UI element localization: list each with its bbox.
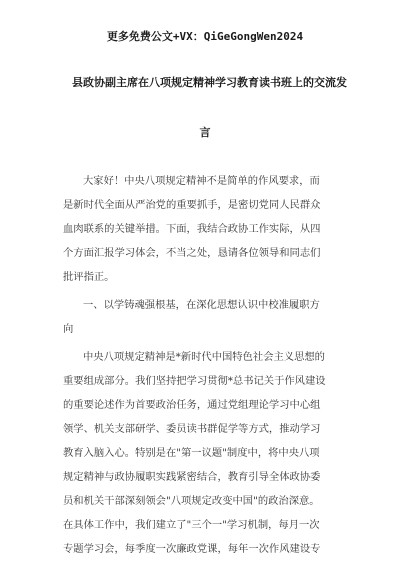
body-line: 领学、机关支部研学、委员读书群促学等方式，推动学习 [63, 423, 321, 435]
body-line: 的重要论述作为首要政治任务，通过党组理论学习中心组 [63, 399, 321, 411]
body-line: 大家好！中央八项规定精神不是简单的作风要求，而 [83, 175, 320, 187]
body-line: 重要组成部分。我们坚持把学习贯彻*总书记关于作风建设 [63, 375, 326, 387]
body-line: 中央八项规定精神是*新时代中国特色社会主义思想的 [83, 351, 325, 363]
body-line: 个方面汇报学习体会，不当之处，恳请各位领导和同志们 [63, 247, 321, 259]
body-line: 是新时代全面从严治党的重要抓手，是密切党同人民群众 [63, 199, 321, 211]
body-line: 教育入脑入心。特别是在"第一议题"制度中，将中央八项 [63, 447, 320, 459]
body-line: 员和机关干部深刻领会"八项规定改变中国"的政治深意。 [63, 495, 320, 507]
body-line: 批评指正。 [63, 271, 115, 283]
body-line: 专题学习会，每季度一次廉政党课，每年一次作风建设专 [63, 543, 321, 555]
body-line: 在具体工作中，我们建立了"三个一"学习机制，每月一次 [63, 519, 320, 531]
section-heading-1: 一、以学铸魂强根基，在深化思想认识中校准履职方 [83, 299, 320, 311]
body-line: 血肉联系的关键举措。下面，我结合政协工作实际，从四 [63, 223, 321, 235]
body-line: 规定精神与政协履职实践紧密结合，教育引导全体政协委 [63, 471, 321, 483]
promo-header: 更多免费公文+VX：QiGeGongWen2024 [106, 30, 304, 43]
title-line-2: 言 [199, 126, 211, 139]
section-heading-1-cont: 向 [63, 323, 74, 335]
title-line-1: 县政协副主席在八项规定精神学习教育读书班上的交流发 [72, 76, 347, 89]
